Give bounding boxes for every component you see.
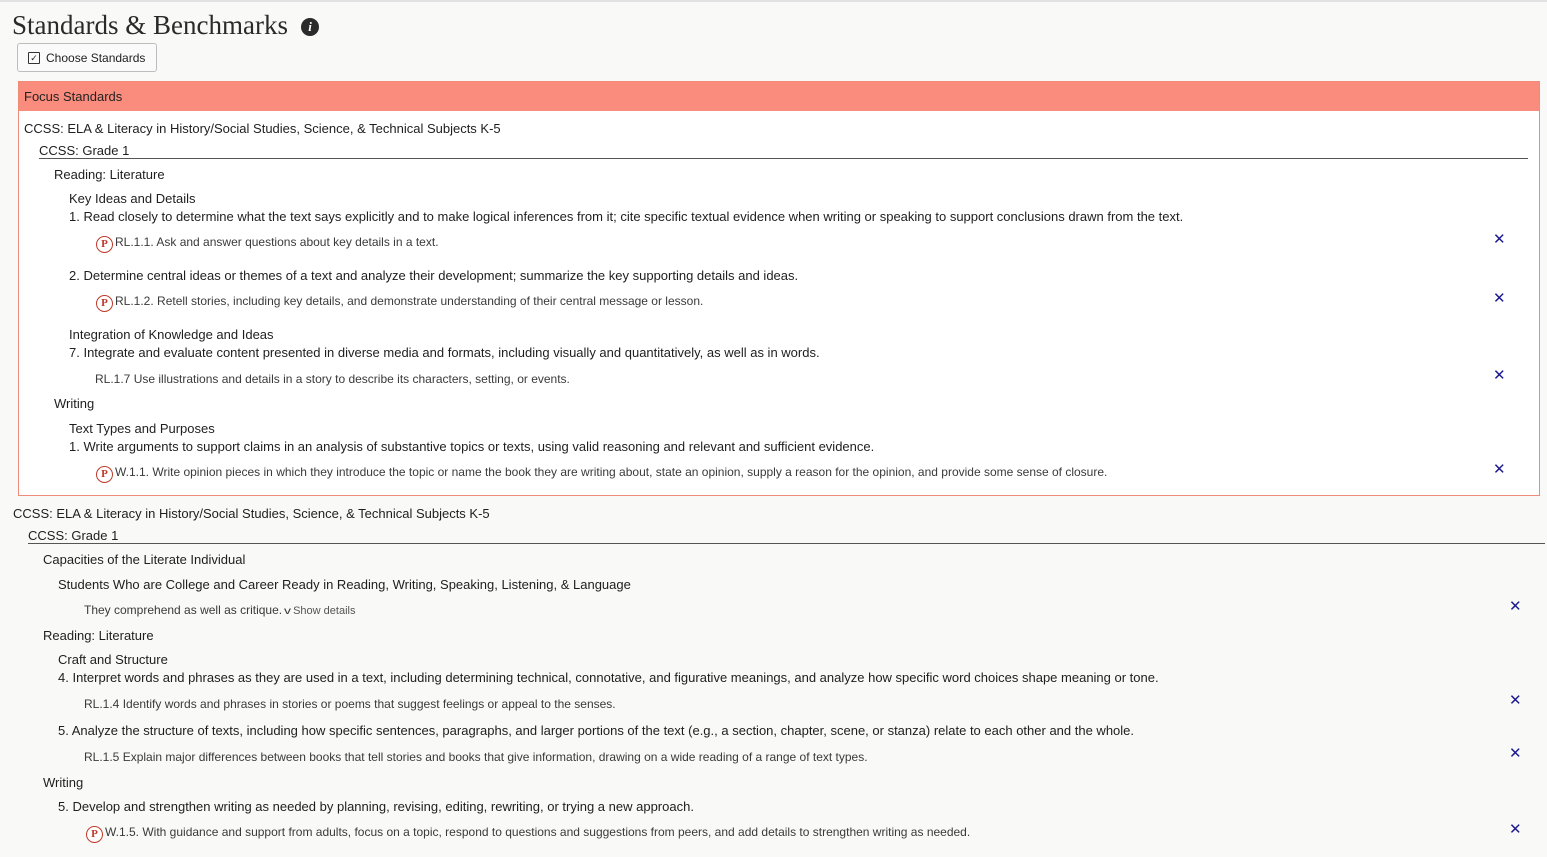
standard-text: RL.1.5 Explain major differences between books that tell stories and books that give information, drawing on a wide reading of a range of text types. — [84, 750, 868, 764]
remove-icon[interactable]: ✕ — [1509, 692, 1522, 709]
show-details-link[interactable]: Show details — [293, 605, 356, 617]
grade-divider — [39, 158, 1528, 159]
framework-title: CCSS: ELA & Literacy in History/Social Studies, Science, & Technical Subjects K-5 — [13, 506, 490, 521]
p-badge-icon: P — [86, 826, 103, 843]
page-title: Standards & Benchmarks — [12, 10, 288, 40]
cluster-title: Integration of Knowledge and Ideas — [69, 327, 274, 342]
remove-icon[interactable]: ✕ — [1493, 290, 1506, 307]
cluster-title: Text Types and Purposes — [69, 421, 215, 436]
grade-title: CCSS: Grade 1 — [28, 528, 119, 543]
standard-text: RL.1.2. Retell stories, including key details, and demonstrate understanding of their central message or lesson. — [115, 294, 704, 308]
cluster-title: Students Who are College and Career Ready in Reading, Writing, Speaking, Listening, & Language — [58, 577, 631, 592]
grade-divider — [28, 543, 1545, 544]
anchor-standard: 1. Write arguments to support claims in an analysis of substantive topics or texts, using valid reasoning and relevant and sufficient evidence. — [69, 439, 875, 454]
standard-item — [96, 294, 703, 312]
grade-title: CCSS: Grade 1 — [39, 143, 130, 158]
strand-title: Writing — [43, 775, 84, 790]
anchor-standard: 7. Integrate and evaluate content presented in diverse media and formats, including visually and quantitatively, as well as in words. — [69, 345, 820, 360]
standard-text: W.1.5. With guidance and support from adults, focus on a topic, respond to questions and suggestions from peers, and add details to strengthen writing as needed. — [105, 825, 971, 839]
choose-standards-button[interactable] — [17, 43, 157, 72]
standard-text: They comprehend as well as critique. — [84, 603, 283, 617]
cluster-title: Craft and Structure — [58, 652, 168, 667]
chevron-down-icon[interactable]: v — [284, 606, 292, 617]
p-badge-icon: P — [96, 295, 113, 312]
remove-icon[interactable]: ✕ — [1493, 367, 1506, 384]
p-badge-icon: P — [96, 466, 113, 483]
checkbox-icon: ✓ — [28, 52, 40, 64]
standard-text: RL.1.4 Identify words and phrases in stories or poems that suggest feelings or appeal to the senses. — [84, 697, 616, 711]
anchor-standard: 2. Determine central ideas or themes of a text and analyze their development; summarize the key supporting details and ideas. — [69, 268, 799, 283]
remove-icon[interactable]: ✕ — [1509, 821, 1522, 838]
choose-standards-label: Choose Standards — [46, 50, 146, 65]
standard-item — [86, 825, 970, 843]
standard-item — [96, 235, 439, 253]
strand-title: Capacities of the Literate Individual — [43, 552, 246, 567]
standard-text: RL.1.1. Ask and answer questions about key details in a text. — [115, 235, 439, 249]
standard-text: W.1.1. Write opinion pieces in which they introduce the topic or name the book they are writing about, state an opinion, supply a reason for the opinion, and provide some sense of closure. — [115, 465, 1108, 479]
remove-icon[interactable]: ✕ — [1493, 231, 1506, 248]
info-icon[interactable]: i — [301, 18, 319, 36]
anchor-standard: 4. Interpret words and phrases as they are used in a text, including determining technical, connotative, and figurative meanings, and analyze how specific word choices shape meaning or tone. — [58, 670, 1159, 685]
p-badge-icon: P — [96, 236, 113, 253]
remove-icon[interactable]: ✕ — [1509, 745, 1522, 762]
anchor-standard: 1. Read closely to determine what the text says explicitly and to make logical inferences from it; cite specific textual evidence when writing or speaking to support conclusions drawn from the text. — [69, 209, 1184, 224]
focus-standards-panel — [18, 81, 1540, 496]
strand-title: Writing — [54, 396, 95, 411]
focus-standards-header: Focus Standards — [19, 82, 1539, 111]
strand-title: Reading: Literature — [43, 628, 154, 643]
remove-icon[interactable]: ✕ — [1493, 461, 1506, 478]
strand-title: Reading: Literature — [54, 167, 165, 182]
anchor-standard: 5. Develop and strengthen writing as needed by planning, revising, editing, rewriting, or trying a new approach. — [58, 799, 694, 814]
remove-icon[interactable]: ✕ — [1509, 598, 1522, 615]
anchor-standard: 5. Analyze the structure of texts, including how specific sentences, paragraphs, and larger portions of the text (e.g., a section, chapter, scene, or stanza) relate to each other and the whole. — [58, 723, 1135, 738]
standard-item — [96, 465, 1107, 483]
framework-title: CCSS: ELA & Literacy in History/Social Studies, Science, & Technical Subjects K-5 — [24, 121, 501, 136]
standard-text: RL.1.7 Use illustrations and details in a story to describe its characters, setting, or events. — [95, 372, 570, 386]
cluster-title: Key Ideas and Details — [69, 191, 196, 206]
standard-item — [84, 603, 355, 617]
